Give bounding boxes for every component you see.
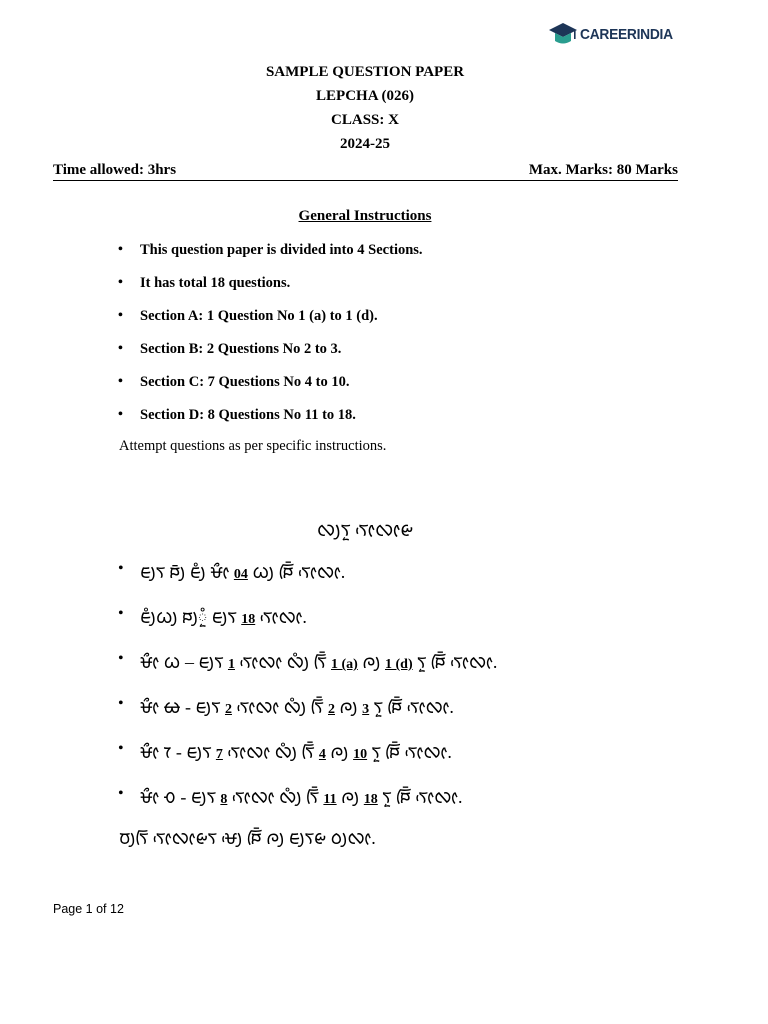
- lepcha-text: ᰛᰬ ᰐᰩᰳ ᰛᰦᰵᰜᰦ.: [412, 652, 498, 672]
- lepcha-text: ᰀᰪᰱᰃᰪ ᰐᰪᰬᰱ ᰀᰪᰛ: [140, 607, 242, 627]
- paper-title: SAMPLE QUESTION PAPER: [265, 64, 465, 80]
- lepcha-text: ᰛᰬ ᰐᰩᰳ ᰛᰦᰵᰜᰦ.: [377, 787, 463, 807]
- number: 2: [224, 702, 232, 717]
- lepcha-text: ᰛᰦᰵᰜᰦ ᰜᰪᰱ ᰛᰩᰳ: [227, 787, 324, 807]
- logo-text: CAREERINDIA: [580, 25, 673, 43]
- number: 4: [318, 747, 326, 762]
- lepcha-text: ᰍᰪ: [325, 742, 354, 762]
- lepcha-text: ᰛᰦᰵᰜᰦ ᰜᰪᰱ ᰛᰩᰳ: [222, 742, 319, 762]
- lepcha-heading: ᰜᰪᰛᰬ ᰛᰦᰵᰜᰦᰡ: [316, 520, 414, 541]
- list-item: • Section A: 1 Question No 1 (a) to 1 (d).: [118, 308, 423, 341]
- lepcha-text: ᰝᰦᰰ ᰆ - ᰀᰪᰛ: [140, 787, 221, 807]
- number: 7: [215, 747, 223, 762]
- lepcha-text: ᰝᰦᰰ ᰃ – ᰀᰪᰛ: [140, 652, 228, 672]
- lepcha-text: ᰛᰦᰵᰜᰦ ᰜᰪᰱ ᰛᰩᰳ: [234, 652, 331, 672]
- number: 18: [363, 792, 378, 807]
- list-item: [118, 605, 497, 650]
- number: 8: [220, 792, 228, 807]
- number: 2: [328, 702, 335, 717]
- max-marks: Max. Marks: 80 Marks: [528, 162, 678, 178]
- lepcha-text: ᰀᰪᰛ ᰐᰪᰳ ᰀᰪᰱ ᰝᰦᰰ: [140, 562, 234, 582]
- lepcha-text: ᰝᰦᰰ ᰄ - ᰀᰪᰛ: [140, 697, 225, 717]
- attempt-instruction: Attempt questions as per specific instructions.: [119, 438, 387, 454]
- time-allowed: Time allowed: 3hrs: [53, 162, 177, 178]
- number: 1 (d): [385, 657, 413, 672]
- lepcha-text: ᰝᰦᰰ ᰅ - ᰀᰪᰛ: [140, 742, 216, 762]
- graduation-cap-icon: [548, 22, 578, 46]
- class-title: CLASS: X: [331, 112, 399, 128]
- lepcha-text: ᰛᰬ ᰐᰩᰳ ᰛᰦᰵᰜᰦ.: [367, 742, 452, 762]
- number: 11: [323, 792, 337, 807]
- general-instructions-heading: General Instructions: [298, 208, 432, 224]
- lepcha-text: ᰍᰪ: [357, 652, 385, 672]
- number: 10: [353, 747, 368, 762]
- lepcha-text: ᰛᰬ ᰐᰩᰳ ᰛᰦᰵᰜᰦ.: [369, 697, 454, 717]
- lepcha-instructions-list: [118, 560, 497, 830]
- careerindia-logo: [548, 22, 681, 46]
- year-title: 2024-25: [340, 136, 390, 152]
- number: 04: [233, 567, 248, 582]
- number: 1 (a): [331, 657, 358, 672]
- number: 18: [241, 612, 256, 627]
- instructions-list: [118, 242, 423, 440]
- list-item: • Section B: 2 Questions No 2 to 3.: [118, 341, 423, 374]
- subject-title: LEPCHA (026): [316, 88, 414, 104]
- list-item: [118, 650, 497, 695]
- lepcha-text: ᰛᰦᰵᰜᰦ.: [255, 607, 307, 627]
- list-item: [118, 740, 497, 785]
- list-item: [118, 785, 497, 830]
- number: 3: [362, 702, 370, 717]
- list-item: • This question paper is divided into 4 Sections.: [118, 242, 423, 275]
- list-item: • Section D: 8 Questions No 11 to 18.: [118, 407, 423, 440]
- number: 1: [227, 657, 235, 672]
- lepcha-text: ᰃᰪ ᰐᰩᰳ ᰛᰦᰵᰜᰦ.: [247, 562, 346, 582]
- lepcha-text: ᰍᰪ: [336, 787, 364, 807]
- lepcha-text: ᰍᰪ: [335, 697, 363, 717]
- list-item: • It has total 18 questions.: [118, 275, 423, 308]
- page-number: Page 1 of 12: [53, 902, 124, 916]
- lepcha-attempt-instruction: ᰗᰪᰛᰩ ᰛᰦᰵᰜᰦᰡᰛ ᰝᰪᰵ ᰐᰩᰳ ᰍᰪ ᰀᰪᰛᰡ ᰓᰪᰜᰦ.: [119, 828, 376, 848]
- time-marks-row: [53, 162, 678, 181]
- list-item: • Section C: 7 Questions No 4 to 10.: [118, 374, 423, 407]
- lepcha-text: ᰛᰦᰵᰜᰦ ᰜᰪᰱ ᰛᰩᰳ: [231, 697, 328, 717]
- list-item: [118, 695, 497, 740]
- list-item: [118, 560, 497, 605]
